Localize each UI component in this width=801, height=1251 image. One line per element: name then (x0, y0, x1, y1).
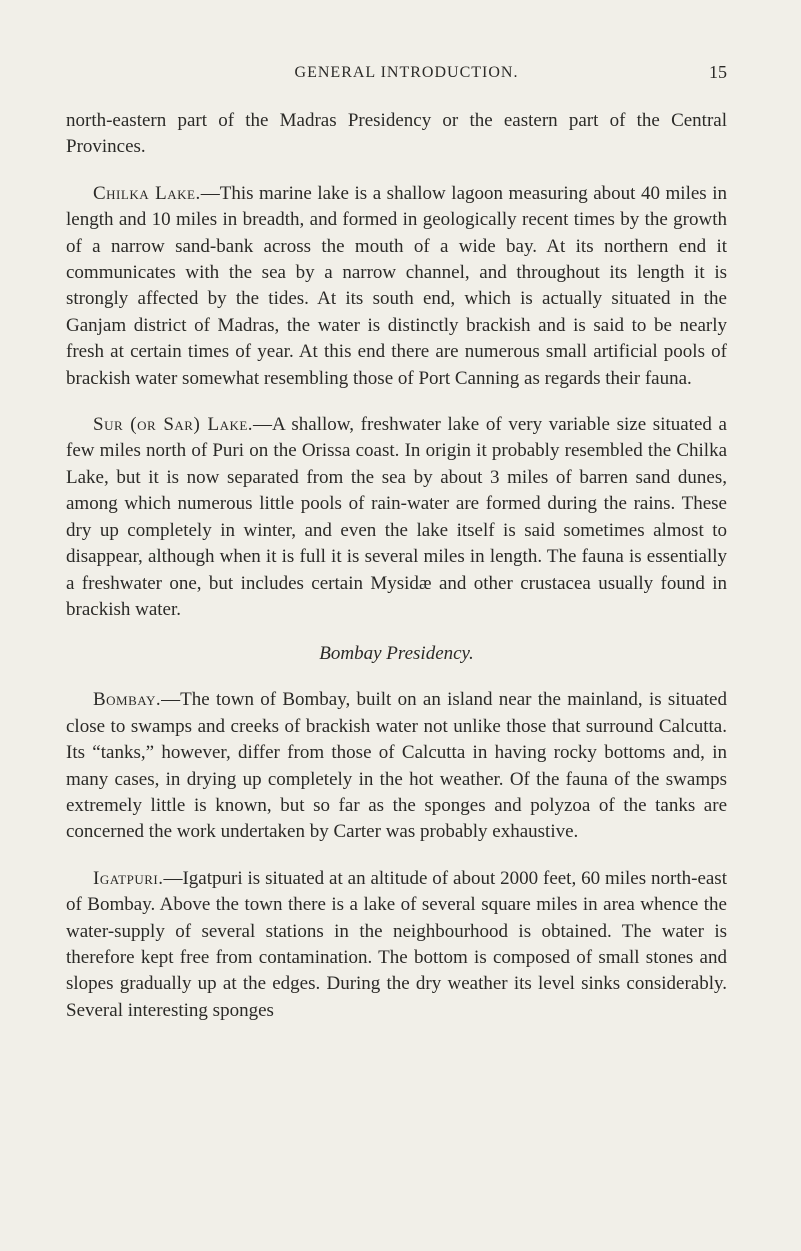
paragraph-text: —Igatpuri is situated at an altitude of about 2000 feet, 60 miles north-east of Bombay. Above the town there is a lake of several square miles in area whence the water-supply of several stations in the neighbourhood is obtained. The water is therefore kept free from contamination. The bottom is composed of small stones and slopes gradually up at the edges. During the dry weather its level sinks considerably. Several interesting sponges (66, 867, 727, 1021)
paragraph-text: —A shallow, freshwater lake of very variable size situated a few miles north of Puri on the Orissa coast. In origin it probably resembled the Chilka Lake, but it is now separated from the sea by about 3 miles of barren sand dunes, among which numerous little pools of rain-water are formed during the rains. These dry up completely in winter, and even the lake itself is said sometimes almost to disappear, although when it is full it is several miles in length. The fauna is essentially a freshwater one, but includes certain Mysidæ and other crustacea usually found in brackish water. (66, 414, 727, 620)
section-heading: Bombay Presidency. (319, 643, 474, 665)
paragraph-text: north-eastern part of the Madras Presidency or the eastern part of the Central Provinces. (66, 110, 727, 158)
entry-heading: Sur (or Sar) Lake. (93, 414, 254, 436)
page-number: 15 (709, 62, 727, 82)
entry-heading: Chilka Lake. (93, 182, 201, 204)
paragraph-text: —This marine lake is a shallow lagoon measuring about 40 miles in length and 10 miles in breadth, and formed in geologically recent times by the growth of a narrow sand-bank across the mouth of a wide bay. At its northern end it communicates with the sea by a narrow channel, and throughout its length it is strongly affected by the tides. At its south end, which is actually situated in the Ganjam district of Madras, the water is distinctly brackish and is said to be nearly fresh at certain times of year. At this end there are numerous small artificial pools of brackish water somewhat resembling those of Port Canning as regards their fauna. (66, 182, 727, 389)
running-title: GENERAL INTRODUCTION. (294, 64, 519, 81)
page-header (88, 60, 725, 86)
paragraph-chilka-lake (66, 181, 727, 392)
page-body (66, 108, 727, 1044)
entry-heading: Bombay. (93, 689, 162, 711)
paragraph-continuation (66, 108, 727, 161)
entry-heading: Igatpuri. (93, 867, 164, 889)
paragraph-igatpuri (66, 866, 727, 1024)
paragraph-sur-lake (66, 412, 727, 623)
paragraph-bombay (66, 687, 727, 845)
paragraph-text: —The town of Bombay, built on an island near the mainland, is situated close to swamps and creeks of brackish water not unlike those that surround Calcutta. Its “tanks,” however, differ from those of Calcutta in having rocky bottoms and, in many cases, in drying up completely in the hot weather. Of the fauna of the swamps extremely little is known, but so far as the sponges and polyzoa of the tanks are concerned the work undertaken by Carter was probably exhaustive. (66, 689, 727, 843)
